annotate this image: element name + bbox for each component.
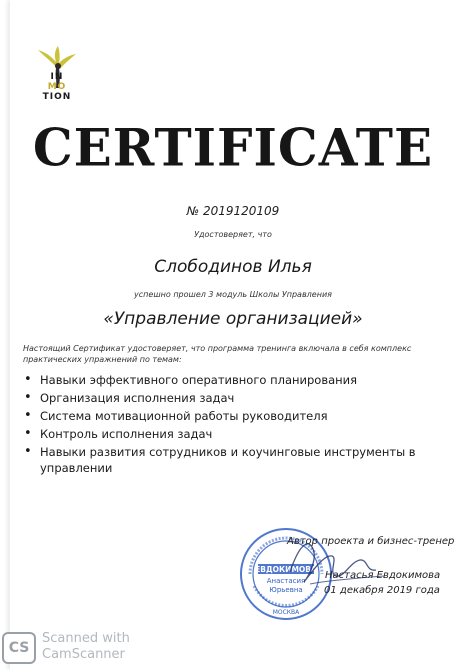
completed-text: успешно прошел 3 модуль Школы Управления: [134, 290, 332, 299]
signature-role: Автор проекта и бизнес-тренер: [287, 536, 455, 547]
topic-item: • Контроль исполнения задач: [24, 426, 444, 442]
topics-list: [24, 372, 444, 478]
module-title: «Управление организацией»: [103, 309, 363, 329]
intro-text: Настоящий Сертификат удостоверяет, что программа тренинга включала в себя комплекс практических упражнений по темам:: [23, 344, 412, 364]
topic-item: • Система мотивационной работы руководителя: [24, 408, 444, 424]
stamp-surname: ЕВДОКИМОВА: [255, 565, 317, 574]
certifies-text: Удостоверяет, что: [194, 230, 272, 239]
logo-wordmark: [35, 72, 79, 102]
certificate-title: CERTIFICATE: [32, 117, 434, 178]
camscanner-logo-icon: CS: [2, 632, 36, 664]
certificate-page: [10, 0, 456, 670]
logo-in: IN: [50, 72, 64, 82]
camscanner-line2: CamScanner: [42, 647, 125, 662]
stamp-city: МОСКВА: [272, 609, 300, 616]
stamp-firstname: Анастасия: [266, 577, 306, 585]
camscanner-watermark: [2, 630, 162, 666]
logo-tion: TION: [42, 92, 72, 102]
topic-item: • Навыки развития сотрудников и коучинговые инструменты в управлении: [24, 444, 444, 476]
recipient-name: Слободинов Илья: [154, 257, 312, 277]
camscanner-line1: Scanned with: [42, 631, 130, 646]
signature-name: Настасья Евдокимова: [325, 570, 441, 581]
topic-item: • Навыки эффективного оперативного планирования: [24, 372, 444, 388]
certificate-number: № 2019120109: [186, 204, 280, 218]
topic-item: • Организация исполнения задач: [24, 390, 444, 406]
stamp-patronymic: Юрьевна: [269, 586, 303, 594]
camscanner-text: [42, 631, 130, 663]
signature-date: 01 декабря 2019 года: [324, 585, 440, 596]
logo-mo: MO: [47, 82, 67, 92]
